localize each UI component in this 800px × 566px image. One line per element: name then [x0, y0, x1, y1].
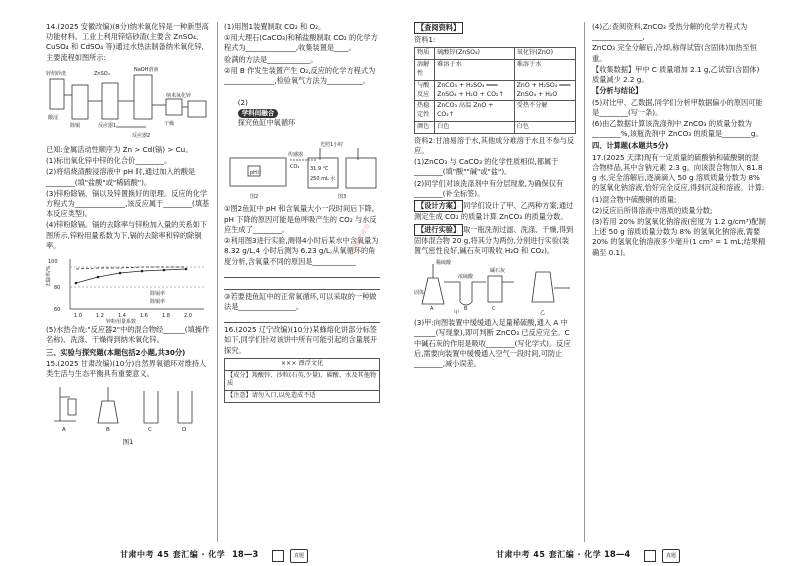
flow-label: ZnSO₄ [94, 70, 110, 77]
legend-a: 除镉率 [150, 291, 166, 298]
q17-item: (3)若用 20% 的氢氧化钠溶液(密度为 1.2 g/cm³)配制上述 50 g 溶质质量分数为 8% 的氢氧化钠溶液,需要 20% 的氢氧化钠溶液多少毫升(1 cm³ = 1 mL;结果精确至 0.1)。 [592, 216, 766, 257]
table-cell: 难溶于水 [514, 60, 575, 81]
q15-part2-head [224, 87, 380, 138]
legend-b: 除铜率 [150, 299, 166, 306]
reference-2: 资料2:甘油易溶于水,其他成分难溶于水且不参与反应。 [414, 135, 575, 156]
fig-label: A [62, 427, 66, 434]
svg-text:1.4: 1.4 [118, 313, 126, 320]
flow-label: 干燥 [164, 120, 175, 127]
table-cell: 白色 [514, 122, 575, 134]
watermark: 仅限教学使用 [347, 222, 372, 258]
graph-xlabel: 锌粉用量系数 [106, 319, 137, 326]
subhead-prefix: (2) [237, 97, 248, 107]
column-4 [592, 22, 766, 542]
table-cell: 热稳定性 [415, 101, 435, 122]
q17-intro: 17.(2025 天津)现有一定质量的硫酸钠和硫酸铜的混合物样品,其中含钠元素 2.3 g。向该混合物加入 81.8 g 水,完全溶解后,逐滴滴入 50 g 溶质质量分数为 8% 的氢氧化钠溶液,恰好完全反应,得到沉淀和溶液。计算: [592, 152, 765, 193]
q16-part1: (1)ZnCO₃ 与 CaCO₃ 的化学性质相似,都属于________(填"酸""碱"或"盐")。 [414, 157, 559, 177]
page-number-left: 18—3 [232, 550, 259, 560]
column-3 [414, 22, 576, 542]
table-row [415, 122, 576, 134]
q14-part1: (1)标出氧化锌中锌的化合价________。 [46, 156, 172, 166]
subhead-text: 探究鱼缸中氧循环 [237, 117, 296, 127]
table-cell: 颜色 [415, 122, 435, 134]
removal-rate-graph [46, 253, 210, 326]
label-row: 【注意】请勿入口,以免造成不适 [225, 391, 380, 403]
flow-label: 酸浸 [48, 114, 59, 121]
table-row [415, 101, 576, 122]
q16-part5: (5)对比甲、乙数据,同学们分析甲数据偏小的原因可能是________(写一条)。 [592, 97, 763, 117]
device-label: pH计 [250, 170, 262, 177]
flow-label: NaOH溶液 [134, 66, 159, 73]
q14-part4: (4)锌粉除镉。镉的去除率与锌粉加入量的关系如下图所示,锌粉用量系数为下,镉的去除率和锌的除铜率。 [46, 220, 208, 250]
q15-body-1: ①图2鱼缸中 pH 和含氧量大小一段时间后下降。pH 下降的原因可能是鱼呼吸产生的 CO₂ 与水反应生成了________。 [224, 204, 379, 234]
table-header: 硫酸锌(ZnSO₄) [435, 48, 515, 60]
design-text: 同学们设计了甲、乙两种方案,通过测定生成 CO₂ 的质量计算 ZnCO₃ 的质量分数。 [414, 201, 574, 222]
q16-part2: (2)同学们对该洗涤剂中有分层现象,为确保仅有________(补全标签)。 [414, 178, 564, 198]
device-label: CO₂ [290, 164, 300, 171]
table-row [415, 80, 576, 101]
apparatus-label: 碱石灰 [490, 268, 506, 275]
apparatus-label: C [492, 306, 496, 313]
flow-diagram-svg [46, 65, 210, 143]
column-1 [46, 22, 210, 542]
apparatus-svg [414, 258, 576, 316]
svg-text:1.2: 1.2 [96, 313, 104, 320]
label-row: 【成分】羧酸锌、沙粒(石英,少量)、碳酸、水及其他物质 [225, 370, 380, 391]
q15-body-2: ②利用图3进行实验,测得4小时后某水中含氧量为 8.32 g/L,4 小时后测为 6.23 g/L,从氧循环的角度分析,含氧量不同的原因是____________ [224, 236, 381, 266]
left-page [46, 22, 380, 542]
apparatus-label: 浓硫酸 [458, 274, 474, 281]
fish-tank-svg [224, 140, 380, 202]
figure-1-svg [46, 381, 210, 435]
q14-intro: 14.(2025 安徽改编)(8分)纳米氧化锌是一种新型高功能材料。工业上利用锌焙砂渣(主要含 ZnSO₄、CuSO₄ 和 CdSO₄ 等)通过水热法制备纳米氧化锌,主要流程如图所示: [46, 22, 209, 62]
table-cell: ZnCO₃ + H₂SO₄ ═══ ZnSO₄ + H₂O + CO₂↑ [435, 80, 515, 101]
flow-label: 除铜 [70, 122, 81, 129]
section-4-heading: 四、计算题(本题共5分) [592, 141, 669, 151]
svg-text:100: 100 [48, 259, 58, 266]
q15-part1c: ②用 B 作发生装置产生 O₂,反应的化学方程式为______________,检验氧气方法为__________。 [224, 65, 376, 86]
svg-text:60: 60 [54, 307, 61, 314]
graph-svg [46, 253, 210, 326]
apparatus-label: 甲 [454, 310, 460, 317]
reference-heading: 【查阅资料】 [414, 22, 463, 34]
flow-label: 反应器2 [132, 132, 151, 139]
reference-1: 资料1: [414, 35, 436, 45]
table-cell: 溶解性 [415, 60, 435, 81]
q17-item: (1)混合物中硫酸铜的质量; [592, 194, 677, 204]
design-paragraph [414, 200, 576, 222]
q14-part2: (2)将焙烧渣酸浸溶液中 pH 时,通过加入的酸是________(填"盐酸"或"稀硫酸")。 [46, 167, 196, 187]
product-label-table [224, 358, 380, 403]
q15-intro: 15.(2025 甘肃改编)(10分)自然界氧循环对维持人类生活与生态平衡具有重要意义。 [46, 358, 207, 378]
subject-fusion-badge: 学科间融合 [238, 109, 279, 118]
apparatus-figure [414, 258, 576, 316]
column-divider [217, 22, 218, 542]
table-cell: ZnO + H₂SO₄ ═══ ZnSO₄ + H₂O [514, 80, 575, 101]
fig-label: B [106, 427, 110, 434]
flow-label: 锌焙砂渣 [46, 70, 67, 77]
flow-label: 纳米氧化锌 [166, 92, 192, 99]
device-label: 31.9 ℃ [310, 166, 329, 173]
table-row [415, 60, 576, 81]
experiment-text: 取一瓶洗剂过滤、洗涤、干燥,得到固体混合物 20 g,将其分为两份,分别进行实验(装置气密性良好,碱石灰可吸收 H₂O 和 CO₂)。 [414, 224, 574, 255]
flow-diagram [46, 65, 210, 143]
label-title: ××× 漂浮文化 [225, 358, 380, 370]
section-3-heading: 三、实验与探究题(本题包括2小题,共30分) [46, 347, 186, 357]
figure-1-caption: 图1 [122, 438, 134, 447]
q16-intro: 16.(2025 辽宁改编)(10分)某蜂熔化饼部分标签如下,同学们针对该饼中所有可能引起的含量展开探究。 [224, 325, 378, 355]
answer-line [224, 313, 380, 323]
graph-ylabel: 去除率/% [46, 265, 52, 288]
footer-title-left: 甘肃中考 45 套汇编 · 化学 [120, 550, 226, 559]
device-label: 图3 [338, 194, 347, 201]
footer-title-right: 甘肃中考 45 套汇编 · 化学 [496, 550, 602, 559]
table-cell: ZnCO₃ 高温 ZnO + CO₂↑ [435, 101, 515, 122]
page-number-right: 18—4 [604, 550, 631, 560]
device-label: 250 mL 水 [310, 176, 336, 183]
qr-icon [644, 550, 656, 562]
answer-line [224, 280, 380, 290]
right-page [414, 22, 766, 542]
q14-known: 已知:金属活动性顺序为 Zn > Cd(镉) > Cu。 [46, 144, 193, 154]
experiment-paragraph [414, 224, 576, 257]
fig-label: C [148, 427, 152, 434]
q14-part5: (5)水热合成:"反应器2"中的混合物经______(填操作名称)、洗涤、干燥得到纳米氧化锌。 [46, 325, 210, 345]
apparatus-label: B [464, 306, 468, 313]
apparatus-label: 固体 [414, 290, 425, 297]
table-header: 物质 [415, 48, 435, 60]
svg-text:2.0: 2.0 [184, 313, 192, 320]
q16-part4: (4)乙:查阅资料,ZnCO₃ 受热分解的化学方程式为______________, [592, 22, 748, 42]
q16-part3: (3)甲:向图装置中缓缓通入足量稀硫酸,通入 A 中______(写现象),即可判断 ZnCO₃ 已反应完全。C 中碱石灰的作用是吸收________(写化学式)。反应后,需要向装置中缓慢通入空气一段时间,可防止________,减小误差。 [414, 318, 572, 369]
svg-text:1.8: 1.8 [162, 313, 170, 320]
answer-line [224, 268, 380, 278]
table-header: 氧化锌(ZnO) [514, 48, 575, 60]
logo-icon: 真题 [290, 549, 308, 563]
device-label: 光照1小时 [320, 142, 344, 149]
table-cell: 受热不分解 [514, 101, 575, 122]
table-cell: 难溶于水 [435, 60, 515, 81]
q15-part1a: ①用大理石(CaCO₃)和稀盐酸制取 CO₂ 的化学方程式为______________,收集装置是____。 [224, 33, 378, 53]
column-divider [584, 22, 585, 542]
qr-icon [272, 550, 284, 562]
property-table [414, 47, 576, 133]
q17-item: (2)反应后所得溶液中溶质的质量分数; [592, 205, 713, 215]
table-cell: 与酸反应 [415, 80, 435, 101]
q15-body-3: ③若要使鱼缸中的正常氧循环,可以采取的一种做法是________________。 [224, 291, 377, 311]
svg-text:1.6: 1.6 [140, 313, 148, 320]
device-label: 传感器 [288, 152, 304, 159]
design-heading: 【设计方案】 [414, 200, 463, 212]
q16-part4b: ZnCO₃ 完全分解后,冷却,称得试管(含固体)加热至恒重。 [592, 43, 757, 63]
q15-part1b: 验满的方法是____________。 [224, 54, 318, 64]
logo-icon: 真题 [662, 549, 680, 563]
collect-data: 【收集数据】甲中 C 质量增加 2.1 g,乙试管(含固体)质量减少 2.2 g。 [592, 64, 760, 85]
fish-tank-figures [224, 140, 380, 202]
table-cell: 白色 [435, 122, 515, 134]
figure-1 [46, 381, 210, 447]
fig-label: D [182, 427, 187, 434]
apparatus-label: 乙 [540, 310, 546, 317]
column-2 [224, 22, 380, 542]
apparatus-label: A [430, 306, 434, 313]
q16-part6: (6)由乙数据计算该洗涤剂中 ZnCO₃ 的质量分数为________%,该瓶洗剂中 ZnCO₃ 的质量是________g。 [592, 118, 763, 139]
device-label: 图2 [250, 194, 259, 201]
flow-label: 反应器1 [98, 122, 117, 129]
q15-part1: (1)用图1装置制取 CO₂ 和 O₂。 [224, 22, 326, 31]
q14-part3: (3)锌粉除镉、镉以及锌置换好的原理。反应的化学方程式为______________,该反应属于________(填基本反应类型)。 [46, 188, 210, 219]
svg-text:80: 80 [54, 285, 61, 292]
analysis-heading: 【分析与结论】 [592, 86, 643, 96]
experiment-heading: 【进行实验】 [414, 224, 463, 236]
apparatus-label: 稀硫酸 [436, 260, 452, 267]
svg-text:1.0: 1.0 [74, 313, 82, 320]
